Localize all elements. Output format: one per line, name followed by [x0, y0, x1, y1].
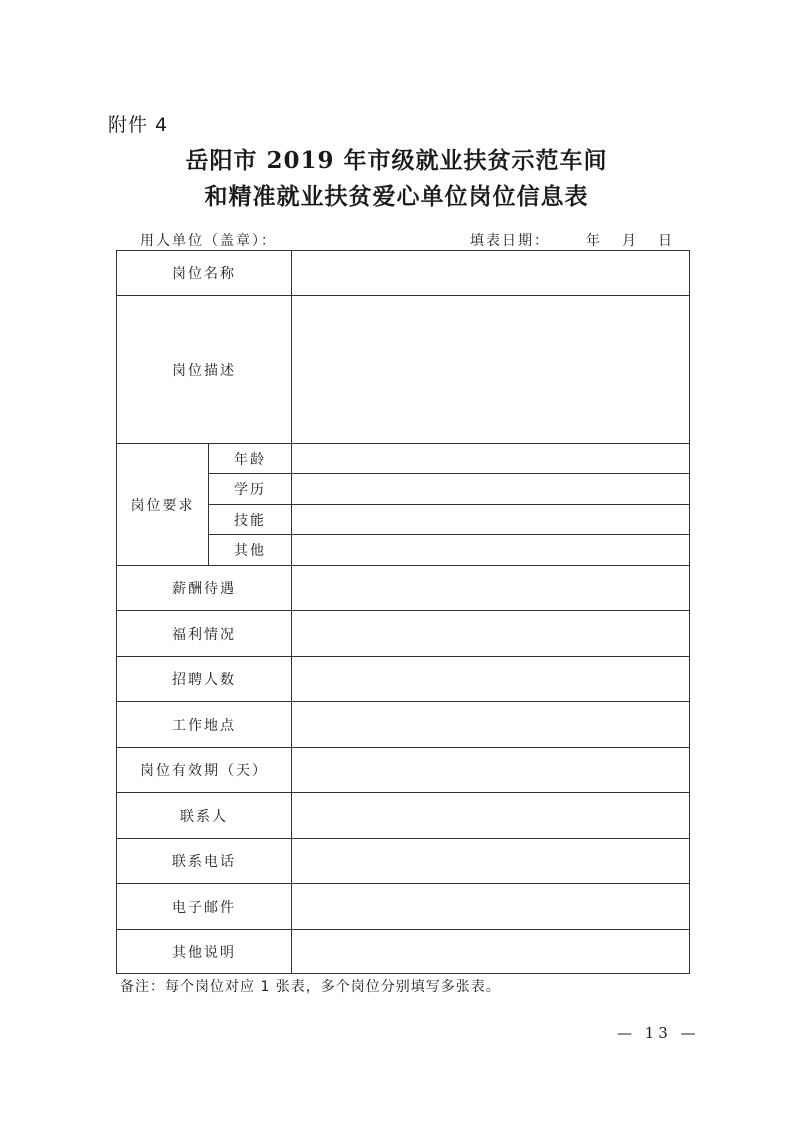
req-other-field[interactable]	[292, 535, 690, 566]
contact-label: 联系人	[117, 793, 292, 839]
other-notes-field[interactable]	[292, 930, 690, 974]
attachment-label: 附件 4	[108, 114, 169, 136]
fill-date	[470, 230, 694, 250]
benefits-label: 福利情况	[117, 611, 292, 657]
job-name-label: 岗位名称	[117, 251, 292, 296]
headcount-label: 招聘人数	[117, 657, 292, 702]
req-age-field[interactable]	[292, 444, 690, 474]
job-info-form	[116, 250, 690, 974]
req-skill-label: 技能	[209, 505, 292, 535]
fill-date-label: 填表日期：	[470, 233, 550, 249]
salary-field[interactable]	[292, 566, 690, 611]
fill-date-month: 月	[622, 233, 636, 249]
location-field[interactable]	[292, 702, 690, 748]
page-number: — 13 —	[617, 1024, 700, 1042]
req-edu-field[interactable]	[292, 474, 690, 505]
email-label: 电子邮件	[117, 884, 292, 930]
req-edu-label: 学历	[209, 474, 292, 505]
contact-field[interactable]	[292, 793, 690, 839]
job-name-field[interactable]	[292, 251, 690, 296]
job-desc-label: 岗位描述	[117, 296, 292, 444]
document-title-line1: 岳阳市 2019 年市级就业扶贫示范车间	[185, 147, 608, 174]
benefits-field[interactable]	[292, 611, 690, 657]
req-age-label: 年龄	[209, 444, 292, 474]
employer-label: 用人单位（盖章）：	[140, 233, 277, 249]
location-label: 工作地点	[117, 702, 292, 748]
phone-label: 联系电话	[117, 839, 292, 884]
document-title-line2: 和精准就业扶贫爱心单位岗位信息表	[204, 183, 589, 210]
footnote: 备注：每个岗位对应 1 张表，多个岗位分别填写多张表。	[120, 979, 501, 995]
salary-label: 薪酬待遇	[117, 566, 292, 611]
fill-date-year: 年	[586, 233, 600, 249]
other-notes-label: 其他说明	[117, 930, 292, 974]
requirements-label: 岗位要求	[117, 444, 209, 566]
req-skill-field[interactable]	[292, 505, 690, 535]
req-other-label: 其他	[209, 535, 292, 566]
headcount-field[interactable]	[292, 657, 690, 702]
validity-field[interactable]	[292, 748, 690, 793]
validity-label: 岗位有效期（天）	[117, 748, 292, 793]
job-desc-field[interactable]	[292, 296, 690, 444]
fill-date-day: 日	[658, 233, 672, 249]
email-field[interactable]	[292, 884, 690, 930]
phone-field[interactable]	[292, 839, 690, 884]
